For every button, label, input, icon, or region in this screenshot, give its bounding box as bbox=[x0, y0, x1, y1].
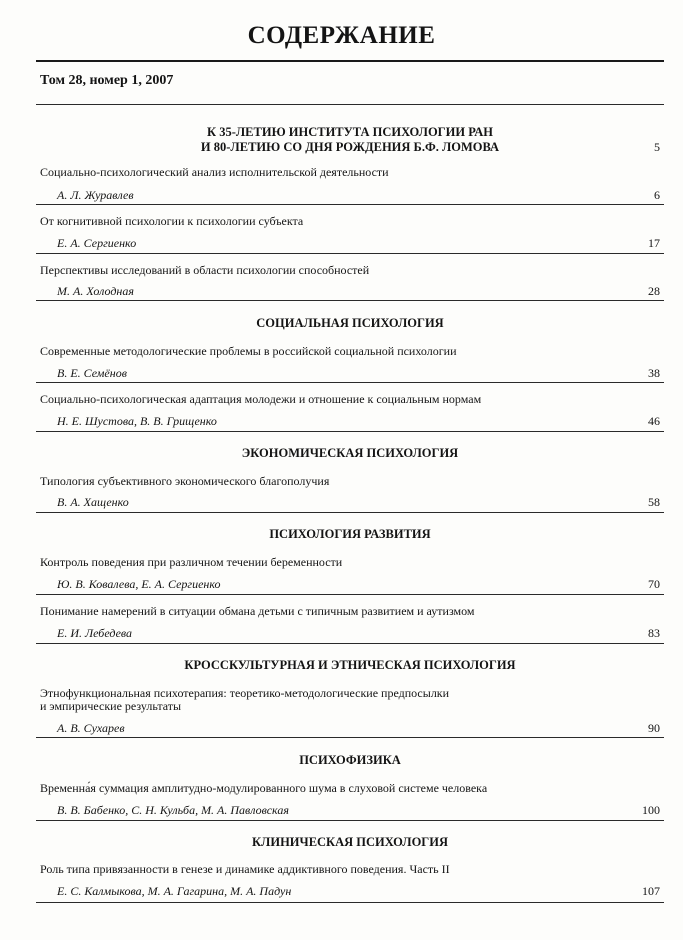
article-authors: В. В. Бабенко, С. Н. Кульба, М. А. Павловская bbox=[57, 803, 289, 817]
section-divider bbox=[36, 737, 664, 738]
article-divider bbox=[36, 382, 664, 383]
section-title-anniversary bbox=[40, 125, 660, 155]
title-divider bbox=[36, 60, 664, 62]
volume-info: Том 28, номер 1, 2007 bbox=[40, 73, 174, 88]
article-divider bbox=[36, 253, 664, 254]
article-page-number: 58 bbox=[648, 495, 660, 509]
page-title: СОДЕРЖАНИЕ bbox=[247, 22, 436, 49]
article-title: Современные методологические проблемы в российской социальной психологии bbox=[40, 344, 457, 358]
article-title: Социально-психологическая адаптация молодежи и отношение к социальным нормам bbox=[40, 392, 482, 406]
article-authors: Е. С. Калмыкова, М. А. Гагарина, М. А. Падун bbox=[57, 884, 292, 898]
section-title-cross-cultural: КРОССКУЛЬТУРНАЯ И ЭТНИЧЕСКАЯ ПСИХОЛОГИЯ bbox=[184, 658, 516, 672]
article-title: Роль типа привязанности в генезе и динамике аддиктивного поведения. Часть II bbox=[40, 862, 450, 876]
section-divider bbox=[36, 431, 664, 432]
section-title-psychophysics: ПСИХОФИЗИКА bbox=[299, 753, 401, 767]
section-divider bbox=[36, 300, 664, 301]
section-title-social: СОЦИАЛЬНАЯ ПСИХОЛОГИЯ bbox=[256, 316, 444, 330]
article-title: Этнофункциональная психотерапия: теоретико-методологические предпосылки bbox=[40, 686, 450, 700]
article-page-number: 100 bbox=[642, 803, 660, 817]
article-title: Социально-психологический анализ исполнительской деятельности bbox=[40, 165, 389, 179]
article-authors: Ю. В. Ковалева, Е. А. Сергиенко bbox=[57, 577, 221, 591]
article-authors: Е. И. Лебедева bbox=[57, 626, 133, 640]
article-title: Временна́я суммация амплитудно-модулированного шума в слуховой системе человека bbox=[40, 781, 488, 795]
article-authors: В. Е. Семёнов bbox=[57, 366, 127, 380]
article-page-number: 6 bbox=[654, 188, 660, 202]
section-divider bbox=[36, 512, 664, 513]
article-authors: А. В. Сухарев bbox=[57, 721, 125, 735]
section-page-number: 5 bbox=[654, 140, 660, 154]
article-authors: А. Л. Журавлев bbox=[57, 188, 134, 202]
section-title-economic: ЭКОНОМИЧЕСКАЯ ПСИХОЛОГИЯ bbox=[241, 446, 459, 460]
article-title: Контроль поведения при различном течении беременности bbox=[40, 555, 343, 569]
article-authors: М. А. Холодная bbox=[57, 284, 134, 298]
article-authors: Н. Е. Шустова, В. В. Грищенко bbox=[57, 414, 217, 428]
section-title-clinical: КЛИНИЧЕСКАЯ ПСИХОЛОГИЯ bbox=[251, 835, 449, 849]
article-title: Понимание намерений в ситуации обмана детьми с типичным развитием и аутизмом bbox=[40, 604, 475, 618]
article-divider bbox=[36, 204, 664, 205]
article-authors: Е. А. Сергиенко bbox=[57, 236, 137, 250]
article-page-number: 83 bbox=[648, 626, 660, 640]
article-page-number: 107 bbox=[642, 884, 660, 898]
section-title-development: ПСИХОЛОГИЯ РАЗВИТИЯ bbox=[269, 527, 431, 541]
section-divider bbox=[36, 820, 664, 821]
section-divider bbox=[36, 643, 664, 644]
bottom-divider bbox=[36, 902, 664, 903]
article-title-line-2: и эмпирические результаты bbox=[40, 699, 182, 713]
volume-divider bbox=[36, 104, 664, 105]
article-title: Типология субъективного экономического благополучия bbox=[40, 474, 330, 488]
article-title: Перспективы исследований в области психологии способностей bbox=[40, 263, 370, 277]
section-title-line-1: К 35-ЛЕТИЮ ИНСТИТУТА ПСИХОЛОГИИ РАН bbox=[207, 125, 493, 139]
article-page-number: 38 bbox=[648, 366, 660, 380]
article-page-number: 90 bbox=[648, 721, 660, 735]
article-divider bbox=[36, 594, 664, 595]
article-page-number: 17 bbox=[648, 236, 660, 250]
article-authors: В. А. Хащенко bbox=[57, 495, 129, 509]
article-title: От когнитивной психологии к психологии субъекта bbox=[40, 214, 304, 228]
article-page-number: 46 bbox=[648, 414, 660, 428]
article-page-number: 70 bbox=[648, 577, 660, 591]
article-page-number: 28 bbox=[648, 284, 660, 298]
section-title-line-2: И 80-ЛЕТИЮ СО ДНЯ РОЖДЕНИЯ Б.Ф. ЛОМОВА bbox=[200, 140, 500, 154]
